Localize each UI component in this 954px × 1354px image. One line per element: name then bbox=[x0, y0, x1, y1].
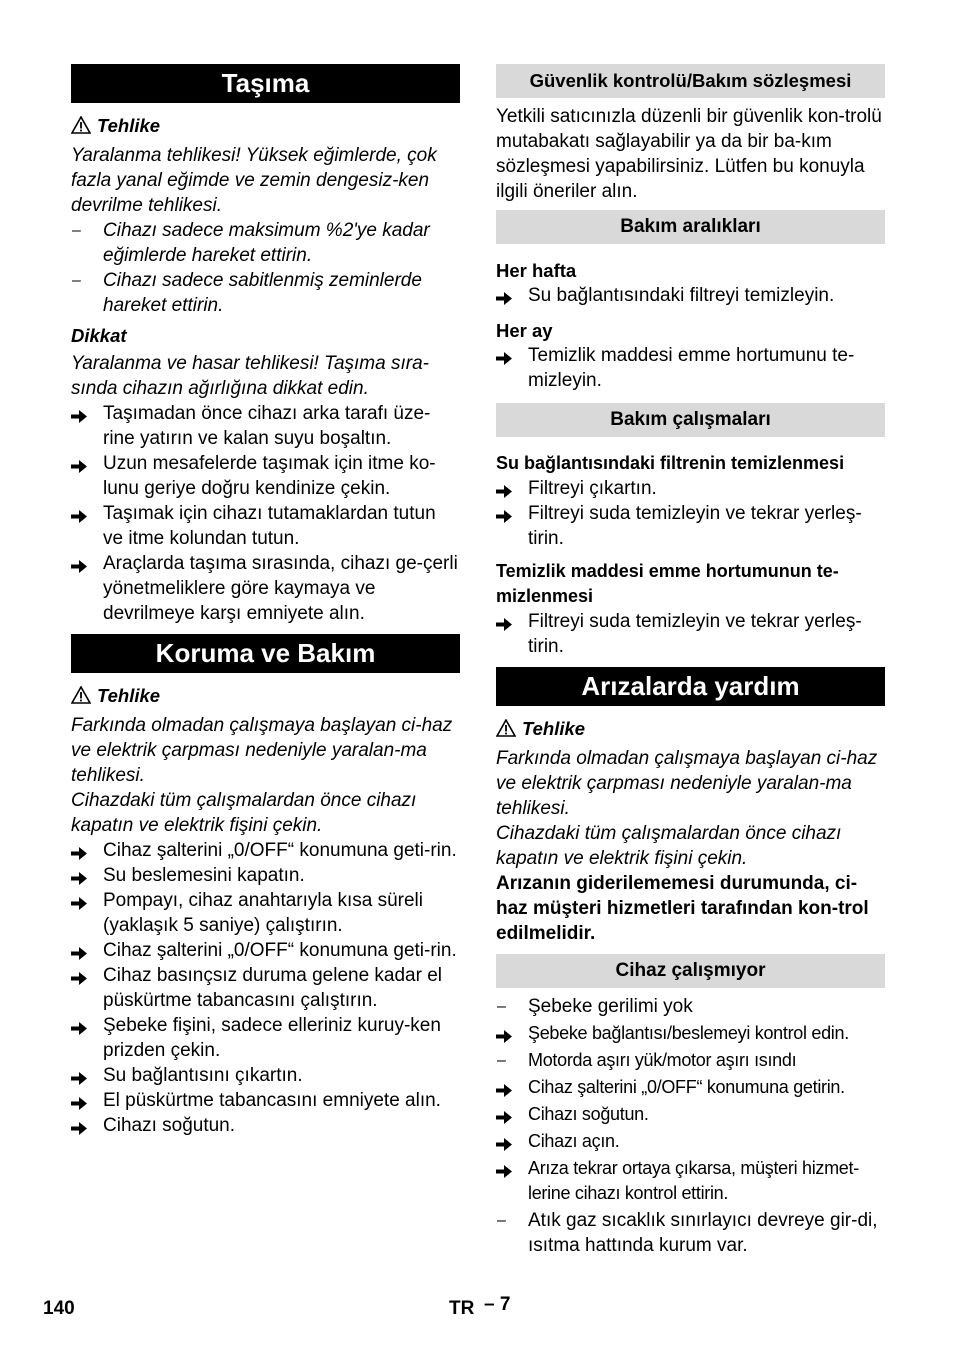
list-item-text: Araçlarda taşıma sırasında, cihazı ge-çerli yönetmeliklere göre kaymaya ve devrilmeye karşı emniyete alın. bbox=[103, 553, 458, 624]
dash-marker: – bbox=[497, 1052, 506, 1069]
arrow-list-item bbox=[71, 1013, 460, 1063]
arrow-list-item bbox=[496, 1021, 885, 1046]
arrow-list-item bbox=[71, 863, 460, 888]
arrow-list-item bbox=[71, 838, 460, 863]
footer-lang: TR bbox=[449, 1298, 475, 1319]
list-item-text: Şebeke fişini, sadece elleriniz kuruy-ken prizden çekin. bbox=[103, 1015, 441, 1061]
arrow-icon bbox=[71, 1118, 99, 1143]
dash-list-item bbox=[496, 1208, 885, 1258]
arrow-list-item bbox=[496, 609, 885, 659]
footer-section: – 7 bbox=[484, 1294, 511, 1315]
list-item-text: Cihaz şalterini „0/OFF“ konumuna geti-rin. bbox=[103, 940, 457, 961]
arrow-icon bbox=[71, 1018, 99, 1043]
koruma-steps bbox=[71, 838, 460, 1138]
arrow-list-item bbox=[71, 451, 460, 501]
danger-heading bbox=[71, 113, 460, 140]
subheading-hose: Temizlik maddesi emme hortumunun te-mizlenmesi bbox=[496, 561, 839, 606]
arrow-list-item bbox=[71, 1063, 460, 1088]
arrow-list-item bbox=[71, 888, 460, 938]
dash-marker: – bbox=[497, 1212, 506, 1229]
danger-label: Tehlike bbox=[97, 115, 161, 136]
arrow-list-item bbox=[496, 1075, 885, 1100]
arrow-list-item bbox=[71, 551, 460, 626]
section-title-arizalar: Arızalarda yardım bbox=[496, 667, 885, 706]
list-item-text: Uzun mesafelerde taşımak için itme ko-lunu geriye doğru kendinize çekin. bbox=[103, 453, 436, 499]
list-item-text: Su bağlantısını çıkartın. bbox=[103, 1065, 303, 1086]
list-item-text: Filtreyi çıkartın. bbox=[528, 478, 657, 499]
arrow-list-item bbox=[71, 963, 460, 1013]
section-title-guvenlik: Güvenlik kontrolü/Bakım sözleşmesi bbox=[496, 64, 885, 98]
danger-text: Cihazdaki tüm çalışmalardan önce cihazı kapatın ve elektrik fişini çekin. bbox=[496, 823, 842, 869]
caution-label: Dikkat bbox=[71, 325, 127, 346]
danger-list-item: – Cihazı sadece sabitlenmiş zeminlerde hareket ettirin. bbox=[72, 270, 422, 316]
danger-text: Farkında olmadan çalışmaya başlayan ci-haz ve elektrik çarpması nedeniyle yaralan-ma tehlikesi. bbox=[496, 748, 878, 819]
arrow-list-item bbox=[71, 1088, 460, 1113]
monthly-label: Her ay bbox=[496, 320, 553, 341]
arrow-icon bbox=[71, 406, 99, 431]
dash-marker: – bbox=[497, 998, 506, 1015]
arrow-list-item bbox=[496, 1129, 885, 1154]
troubleshooting-list bbox=[496, 994, 885, 1258]
arrow-icon bbox=[71, 556, 99, 581]
danger-list-item: – Cihazı sadece maksimum %2'ye kadar eğimlerde hareket ettirin. bbox=[72, 220, 430, 266]
list-item-text: Atık gaz sıcaklık sınırlayıcı devreye gir-di, ısıtma hattında kurum var. bbox=[528, 1210, 878, 1256]
arrow-icon bbox=[496, 1161, 524, 1186]
arrow-icon bbox=[496, 348, 524, 373]
arrow-list-item: Temizlik maddesi emme hortumunu te-mizleyin. bbox=[496, 343, 885, 393]
arrow-list-item bbox=[496, 1156, 885, 1206]
warning-triangle-icon bbox=[496, 718, 516, 743]
list-item-text: Arıza tekrar ortaya çıkarsa, müşteri hizmet-lerine cihazı kontrol ettirin. bbox=[528, 1158, 859, 1203]
arrow-icon bbox=[71, 968, 99, 993]
page-number: 140 bbox=[43, 1298, 75, 1319]
dash-list-item bbox=[496, 1048, 885, 1073]
arrow-icon bbox=[71, 506, 99, 531]
section-title-calismiyor: Cihaz çalışmıyor bbox=[496, 954, 885, 988]
arrow-icon bbox=[496, 288, 524, 313]
list-item-text: Cihaz şalterini „0/OFF“ konumuna geti-rin. bbox=[103, 840, 457, 861]
caution-text: Yaralanma ve hasar tehlikesi! Taşıma sıra-sında cihazın ağırlığına dikkat edin. bbox=[71, 353, 429, 399]
section-title-araliklar: Bakım aralıkları bbox=[496, 210, 885, 244]
section-title-koruma: Koruma ve Bakım bbox=[71, 634, 460, 673]
danger-heading bbox=[71, 683, 460, 710]
danger-label: Tehlike bbox=[97, 685, 161, 706]
list-item-text: Şebeke gerilimi yok bbox=[528, 996, 693, 1017]
danger-heading bbox=[496, 716, 885, 743]
danger-text: Farkında olmadan çalışmaya başlayan ci-haz ve elektrik çarpması nedeniyle yaralan-ma tehlikesi. bbox=[71, 715, 453, 786]
list-item-text: Cihazı açın. bbox=[528, 1131, 620, 1151]
list-item-text: Cihazı soğutun. bbox=[103, 1115, 236, 1136]
list-item-text: Filtreyi suda temizleyin ve tekrar yerleş-tirin. bbox=[528, 503, 862, 549]
danger-label: Tehlike bbox=[522, 718, 586, 739]
danger-text: Cihazdaki tüm çalışmalardan önce cihazı kapatın ve elektrik fişini çekin. bbox=[71, 790, 417, 836]
right-column bbox=[496, 64, 885, 1260]
arrow-icon bbox=[71, 893, 99, 918]
section-title-tasima: Taşıma bbox=[71, 64, 460, 103]
hose-steps bbox=[496, 609, 885, 659]
arrow-icon bbox=[496, 506, 524, 531]
list-item-text: Şebeke bağlantısı/beslemeyi kontrol edin. bbox=[528, 1023, 849, 1043]
danger-text: Yaralanma tehlikesi! Yüksek eğimlerde, çok fazla yanal eğimde ve zemin dengesiz-ken devrilme tehlikesi. bbox=[71, 145, 437, 216]
list-item-text: Taşımadan önce cihazı arka tarafı üze-rine yatırın ve kalan suyu boşaltın. bbox=[103, 403, 431, 449]
arrow-list-item bbox=[496, 501, 885, 551]
arrow-list-item bbox=[71, 401, 460, 451]
list-item-text: Su beslemesini kapatın. bbox=[103, 865, 305, 886]
list-item-text: Pompayı, cihaz anahtarıyla kısa süreli (yaklaşık 5 saniye) çalıştırın. bbox=[103, 890, 423, 936]
left-column bbox=[71, 64, 460, 1138]
subheading-filter: Su bağlantısındaki filtrenin temizlenmesi bbox=[496, 453, 845, 473]
arrow-list-item bbox=[71, 938, 460, 963]
dash-marker: – bbox=[72, 222, 81, 239]
arrow-icon bbox=[71, 456, 99, 481]
arrow-list-item bbox=[496, 476, 885, 501]
list-item-text: El püskürtme tabancasını emniyete alın. bbox=[103, 1090, 441, 1111]
section-title-calismalar: Bakım çalışmaları bbox=[496, 403, 885, 437]
list-item-text: Cihazı soğutun. bbox=[528, 1104, 649, 1124]
warning-triangle-icon bbox=[71, 685, 91, 710]
dash-marker: – bbox=[72, 272, 81, 289]
dash-list-item bbox=[496, 994, 885, 1019]
list-item-text: Filtreyi suda temizleyin ve tekrar yerleş-tirin. bbox=[528, 611, 862, 657]
arrow-list-item bbox=[496, 1102, 885, 1127]
list-item-text: Motorda aşırı yük/motor aşırı ısındı bbox=[528, 1050, 797, 1070]
guvenlik-text: Yetkili satıcınızla düzenli bir güvenlik kon-trolü mutabakatı sağlayabilir ya da bir ba-kım sözleşmesi yapabilirsiniz. Lütfen bu konuyla ilgili öneriler alın. bbox=[496, 106, 882, 202]
arrow-list-item bbox=[71, 501, 460, 551]
bold-note: Arızanın giderilememesi durumunda, ci-haz müşteri hizmetleri tarafından kon-trol edilmelidir. bbox=[496, 873, 869, 944]
filter-steps bbox=[496, 476, 885, 551]
tasima-steps bbox=[71, 401, 460, 626]
warning-triangle-icon bbox=[71, 115, 91, 140]
list-item-text: Cihaz basınçsız duruma gelene kadar el püskürtme tabancasını çalıştırın. bbox=[103, 965, 443, 1011]
weekly-label: Her hafta bbox=[496, 260, 577, 281]
list-item-text: Taşımak için cihazı tutamaklardan tutun ve itme kolundan tutun. bbox=[103, 503, 436, 549]
arrow-icon bbox=[496, 614, 524, 639]
list-item-text: Cihaz şalterini „0/OFF“ konumuna getirin. bbox=[528, 1077, 845, 1097]
arrow-list-item: Su bağlantısındaki filtreyi temizleyin. bbox=[496, 283, 885, 308]
arrow-list-item bbox=[71, 1113, 460, 1138]
